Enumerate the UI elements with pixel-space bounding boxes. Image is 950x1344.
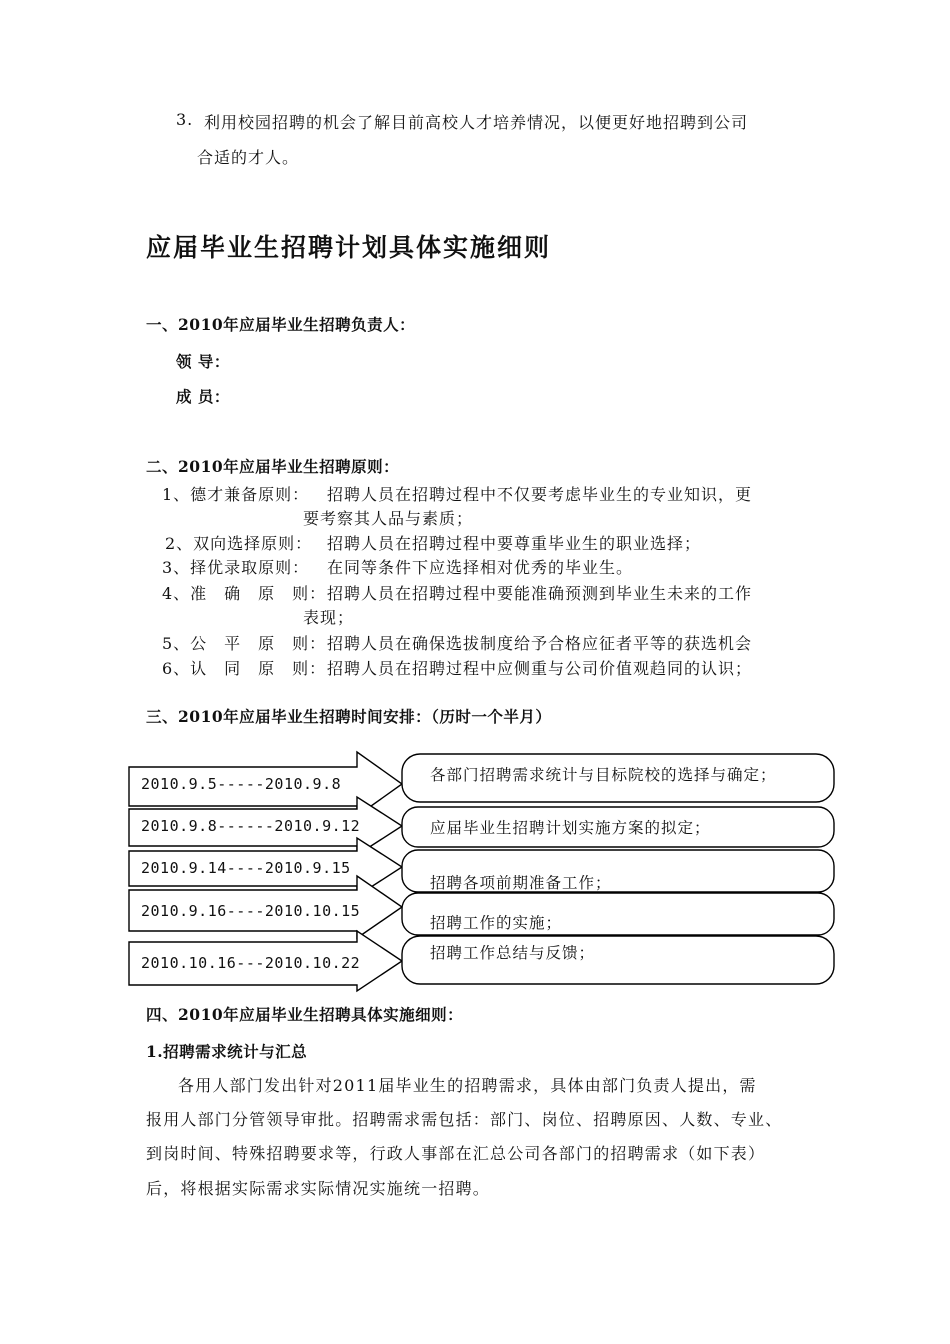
section2-heading: 二、2010年应届毕业生招聘原则：: [146, 457, 400, 476]
principle-text: 招聘人员在招聘过程中应侧重与公司价值观趋同的认识；: [327, 659, 753, 678]
principle-text: 招聘人员在确保选拔制度给予合格应征者平等的获选机会: [327, 634, 753, 653]
principle-label: 6、认 同 原 则：: [162, 659, 327, 678]
intro-item-line2: 合适的才人。: [197, 148, 300, 167]
principle-label: 5、公 平 原 则：: [162, 634, 327, 653]
member-label: 成 员：: [176, 387, 230, 406]
principle-label: 1、德才兼备原则：: [162, 485, 310, 504]
paragraph-line: 后，将根据实际需求实际情况实施统一招聘。: [146, 1179, 491, 1198]
section1-heading: 一、2010年应届毕业生招聘负责人：: [146, 315, 416, 334]
timeline-task: 招聘工作总结与反馈；: [430, 944, 596, 962]
leader-label: 领 导：: [176, 352, 230, 371]
intro-item-number: 3.: [176, 110, 194, 129]
principle-text-cont: 表现；: [303, 608, 355, 627]
timeline-task: 应届毕业生招聘计划实施方案的拟定；: [430, 819, 711, 837]
timeline-period: 2010.9.8------2010.9.12: [141, 817, 361, 835]
subsection-heading: 1.招聘需求统计与汇总: [146, 1042, 308, 1061]
section3-heading: 三、2010年应届毕业生招聘时间安排：（历时一个半月）: [146, 707, 552, 726]
paragraph-line: 各用人部门发出针对2011届毕业生的招聘需求，具体由部门负责人提出，需: [178, 1076, 757, 1095]
section4-heading: 四、2010年应届毕业生招聘具体实施细则：: [146, 1005, 464, 1024]
timeline-task: 招聘各项前期准备工作；: [430, 874, 612, 892]
principle-label: 3、择优录取原则：: [162, 558, 310, 577]
timeline-period: 2010.9.14----2010.9.15: [141, 859, 351, 877]
intro-item-line1: 利用校园招聘的机会了解目前高校人才培养情况，以便更好地招聘到公司: [204, 113, 749, 132]
principle-label: 2、双向选择原则：: [165, 534, 313, 553]
paragraph-line: 报用人部门分管领导审批。招聘需求需包括：部门、岗位、招聘原因、人数、专业、: [146, 1110, 783, 1129]
principle-text: 招聘人员在招聘过程中要尊重毕业生的职业选择；: [327, 534, 702, 553]
principle-label: 4、准 确 原 则：: [162, 584, 327, 603]
principle-text-cont: 要考察其人品与素质；: [303, 509, 474, 528]
document-title: 应届毕业生招聘计划具体实施细则: [146, 233, 552, 262]
timeline-task: 招聘工作的实施；: [430, 914, 563, 932]
principle-text: 招聘人员在招聘过程中要能准确预测到毕业生未来的工作: [327, 584, 753, 603]
timeline-period: 2010.9.5-----2010.9.8: [141, 775, 342, 793]
timeline-task: 各部门招聘需求统计与目标院校的选择与确定；: [430, 766, 777, 784]
timeline-period: 2010.9.16----2010.10.15: [141, 902, 361, 920]
principle-text: 招聘人员在招聘过程中不仅要考虑毕业生的专业知识，更: [327, 485, 753, 504]
paragraph-line: 到岗时间、特殊招聘要求等，行政人事部在汇总公司各部门的招聘需求（如下表）: [146, 1144, 766, 1163]
principle-text: 在同等条件下应选择相对优秀的毕业生。: [327, 558, 634, 577]
timeline-period: 2010.10.16---2010.10.22: [141, 954, 361, 972]
